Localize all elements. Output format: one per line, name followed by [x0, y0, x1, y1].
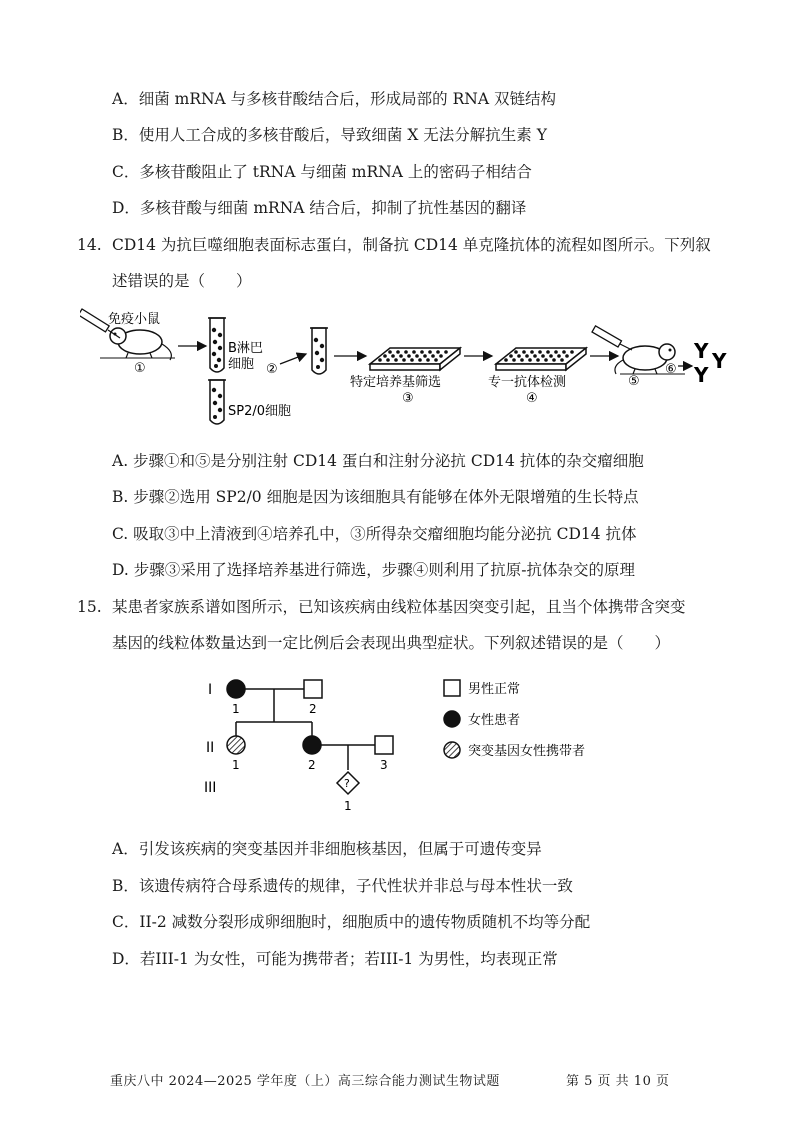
ii-2-number: 2	[308, 758, 316, 772]
step-4-label: ④	[526, 391, 538, 406]
step-5-label: ⑤	[628, 374, 640, 389]
b-cell-label-2: 细胞	[228, 357, 255, 372]
i-2-male-normal	[304, 680, 322, 698]
antibody-icon-3: Y	[694, 363, 709, 387]
detection-culture-plate-icon	[496, 348, 586, 370]
ii-1-female-carrier	[227, 736, 245, 754]
sp20-tube-icon	[208, 380, 226, 424]
q15-option-a: A．引发该疾病的突变基因并非细胞核基因，但属于可遗传变异	[112, 840, 542, 858]
step-3-label: ③	[402, 391, 414, 406]
legend-female-carrier-icon	[444, 742, 460, 758]
legend-female-patient-label: 女性患者	[468, 713, 521, 728]
q15-stem-line2: 基因的线粒体数量达到一定比例后会表现出典型症状。下列叙述错误的是（ ）	[112, 634, 671, 652]
q15-stem-line1: 某患者家族系谱如图所示，已知该疾病由线粒体基因突变引起，且当个体携带含突变	[112, 598, 686, 616]
antibody-flow-diagram	[80, 300, 740, 430]
b-cell-tube-icon	[208, 318, 226, 372]
footer-exam-title: 重庆八中 2024—2025 学年度（上）高三综合能力测试生物试题	[110, 1074, 500, 1089]
q14-number: 14.	[77, 236, 102, 254]
sp20-cell-label: SP2/0细胞	[228, 404, 292, 419]
q15-number: 15.	[77, 598, 102, 616]
ii-1-number: 1	[232, 758, 240, 772]
generation-1-label: I	[208, 682, 213, 698]
legend-female-carrier-label: 突变基因女性携带者	[468, 744, 586, 759]
q14-stem-line1: CD14 为抗巨噬细胞表面标志蛋白，制备抗 CD14 单克隆抗体的流程如图所示。下列叙	[112, 236, 711, 254]
q14-option-b: B. 步骤②选用 SP2/0 细胞是因为该细胞具有能够在体外无限增殖的生长特点	[112, 488, 639, 506]
step-2-label: ②	[266, 362, 278, 377]
q13-option-a: A．细菌 mRNA 与多核苷酸结合后，形成局部的 RNA 双链结构	[112, 90, 556, 108]
q13-option-d: D．多核苷酸与细菌 mRNA 结合后，抑制了抗性基因的翻译	[112, 199, 527, 217]
legend-male-normal-label: 男性正常	[468, 682, 521, 697]
i-2-number: 2	[309, 702, 317, 716]
iii-1-question-mark: ?	[344, 777, 350, 790]
i-1-female-patient	[227, 680, 245, 698]
step-1-label: ①	[134, 361, 146, 376]
legend-female-patient-icon	[444, 711, 460, 727]
q15-option-d: D．若III-1 为女性，可能为携带者；若III-1 为男性，均表现正常	[112, 950, 558, 968]
antibody-icon-2: Y	[712, 349, 727, 373]
ii-3-number: 3	[380, 758, 388, 772]
syringe-icon-2	[592, 326, 632, 350]
q13-option-c: C．多核苷酸阻止了 tRNA 与细菌 mRNA 上的密码子相结合	[112, 163, 532, 181]
q14-option-c: C. 吸取③中上清液到④培养孔中，③所得杂交瘤细胞均能分泌抗 CD14 抗体	[112, 525, 637, 543]
iii-1-number: 1	[344, 799, 352, 813]
q15-option-b: B．该遗传病符合母系遗传的规律，子代性状并非总与母本性状一致	[112, 877, 573, 895]
generation-3-label: III	[204, 780, 217, 796]
screening-culture-plate-icon	[370, 348, 460, 370]
footer-page-number: 第 5 页 共 10 页	[566, 1074, 670, 1089]
detection-label: 专一抗体检测	[488, 375, 567, 390]
pedigree-diagram	[190, 670, 630, 820]
b-cell-label-1: B淋巴	[228, 341, 263, 356]
i-1-number: 1	[232, 702, 240, 716]
ii-3-male-normal	[375, 736, 393, 754]
legend-male-normal-icon	[444, 680, 460, 696]
q14-option-a: A. 步骤①和⑤是分别注射 CD14 蛋白和注射分泌抗 CD14 抗体的杂交瘤细胞	[112, 452, 644, 470]
generation-2-label: II	[206, 740, 215, 756]
q14-stem-line2: 述错误的是（ ）	[112, 272, 252, 290]
fused-cell-tube-icon	[310, 328, 328, 374]
q15-option-c: C．II-2 减数分裂形成卵细胞时，细胞质中的遗传物质随机不均等分配	[112, 913, 591, 931]
step-6-label: ⑥	[665, 362, 677, 377]
immunized-mouse-label: 免疫小鼠	[108, 312, 161, 327]
q14-option-d: D. 步骤③采用了选择培养基进行筛选，步骤④则利用了抗原-抗体杂交的原理	[112, 561, 635, 579]
q13-option-b: B．使用人工合成的多核苷酸后，导致细菌 X 无法分解抗生素 Y	[112, 126, 547, 144]
screening-label: 特定培养基筛选	[350, 375, 442, 390]
ii-2-female-patient	[303, 736, 321, 754]
antibody-icon-1: Y	[694, 339, 709, 363]
